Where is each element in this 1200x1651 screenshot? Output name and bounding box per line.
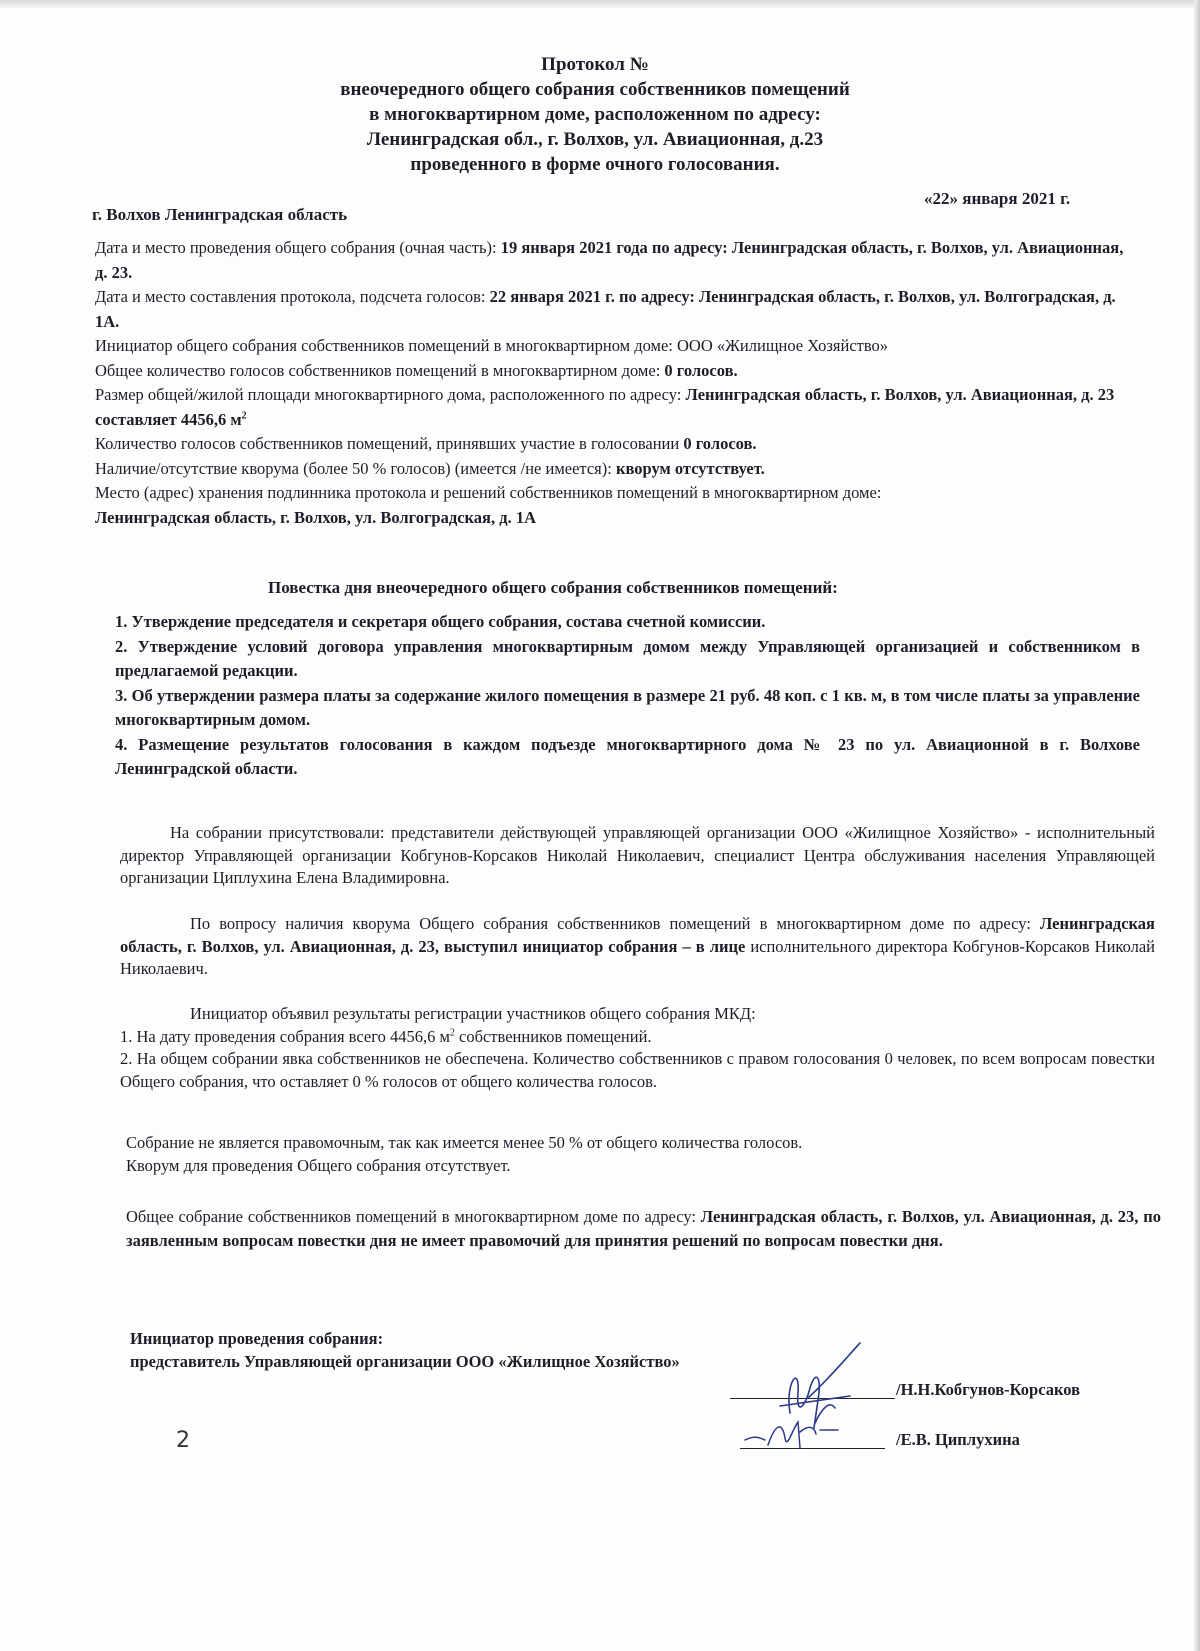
- final-start: Общее собрание собственников помещений в многоквартирном доме по адресу:: [126, 1207, 696, 1226]
- scan-edge: [1194, 0, 1200, 1651]
- info-participated: [95, 432, 1135, 457]
- info-label: Размер общей/жилой площади многоквартирного дома, расположенного по адресу:: [95, 385, 682, 404]
- unit-power: 2: [241, 410, 247, 421]
- quorum-text: [120, 913, 1155, 981]
- info-value: 19 января 2021 года по адресу: Ленинградская область, г. Волхов, ул. Авиационная, д. 23.: [95, 238, 1124, 282]
- info-label: Дата и место составления протокола, подсчета голосов:: [95, 287, 486, 306]
- signer-name: /Н.Н.Кобгунов-Корсаков: [896, 1380, 1081, 1399]
- quorum-start: По вопросу наличия кворума Общего собрания собственников помещений в многоквартирном доме по адресу:: [190, 914, 1031, 933]
- info-value: 0 голосов.: [664, 360, 738, 380]
- final-text: [126, 1205, 1161, 1253]
- info-area: [95, 383, 1135, 432]
- agenda-list: [115, 610, 1140, 782]
- info-value: Ленинградская область, г. Волхов, ул. Волгоградская, д. 1А: [95, 507, 536, 527]
- info-label: Общее количество голосов собственников помещений в многоквартирном доме:: [95, 360, 661, 380]
- conclusion-paragraph: [126, 1132, 1161, 1177]
- registration-paragraph: [120, 1003, 1155, 1093]
- signer-name: /Е.В. Циплухина: [896, 1430, 1020, 1449]
- info-label: Дата и место проведения общего собрания (очная часть):: [95, 238, 497, 257]
- final-paragraph: [126, 1205, 1161, 1253]
- conclusion-line: Собрание не является правомочным, так как имеется менее 50 % от общего количества голосов.: [126, 1133, 803, 1152]
- attendees-text: На собрании присутствовали: представители действующей управляющей организации ООО «Жилищное Хозяйство» - исполнительный директор Управляющей организации Кобгунов-Корсаков Николай Николаевич, специалист Центра обслуживания населения Управляющей организации Циплухина Елена Владимировна.: [120, 823, 1155, 887]
- registration-item-text: 1. На дату проведения собрания всего 4456,6 м: [120, 1026, 450, 1046]
- agenda-item: 4. Размещение результатов голосования в каждом подъезде многоквартирного дома № 23 по ул. Авиационной в г. Волхове Ленинградской области.: [115, 734, 1140, 778]
- quorum-bold: Ленинградская область, г. Волхов, ул. Авиационная, д. 23, выступил инициатор собрания – в лице: [120, 914, 1155, 956]
- info-label: Место (адрес) хранения подлинника протокола и решений собственников помещений в многоквартирном доме:: [95, 483, 882, 502]
- info-total-votes: [95, 359, 1135, 384]
- registration-intro: Инициатор объявил результаты регистрации участников общего собрания МКД:: [190, 1004, 756, 1023]
- agenda-item: 1. Утверждение председателя и секретаря общего собрания, состава счетной комиссии.: [115, 612, 766, 631]
- conclusion-line: Кворум для проведения Общего собрания отсутствует.: [126, 1155, 511, 1175]
- document-title: [300, 52, 890, 177]
- info-value: кворум отсутствует.: [615, 458, 765, 478]
- final-bold: Ленинградская область, г. Волхов, ул. Авиационная, д. 23, по заявленным вопросам повестки дня не имеет правомочий для принятия решений по вопросам повестки дня.: [126, 1207, 1162, 1250]
- signature-labels: [130, 1327, 680, 1373]
- document-place: г. Волхов Ленинградская область: [92, 205, 348, 224]
- info-label: Количество голосов собственников помещений, принявших участие в голосовании: [95, 434, 680, 453]
- handwritten-mark: 2: [176, 1428, 190, 1453]
- agenda-item: 3. Об утверждении размера платы за содержание жилого помещения в размере 21 руб. 48 коп. с 1 кв. м, в том числе платы за управление многоквартирным домом.: [115, 685, 1140, 729]
- agenda-title: Повестка дня внеочередного общего собрания собственников помещений:: [268, 578, 838, 597]
- agenda-item: 2. Утверждение условий договора управления многоквартирным домом между Управляющей организацией и собственником в предлагаемой редакции.: [115, 636, 1140, 680]
- registration-item: [120, 1026, 1155, 1049]
- handwritten-signature: [740, 1410, 870, 1455]
- info-initiator: Инициатор общего собрания собственников помещений в многоквартирном доме: ООО «Жилищное Хозяйство»: [95, 336, 889, 355]
- title-line: проведенного в форме очного голосования.: [410, 154, 780, 175]
- info-protocol: [95, 285, 1135, 334]
- attendees-paragraph: [120, 822, 1155, 890]
- info-storage: [95, 481, 1135, 530]
- info-value: 0 голосов.: [683, 434, 757, 453]
- title-line: Ленинградская обл., г. Волхов, ул. Авиационная, д.23: [366, 129, 824, 150]
- registration-item-text: собственников помещений.: [454, 1026, 652, 1046]
- signature-label: представитель Управляющей организации ООО «Жилищное Хозяйство»: [130, 1352, 680, 1371]
- quorum-end: исполнительного директора Кобгунов-Корсаков Николай Николаевич.: [120, 936, 1156, 978]
- info-quorum: [95, 457, 1135, 482]
- document-date: «22» января 2021 г.: [924, 189, 1071, 208]
- registration-item: 2. На общем собрании явка собственников не обеспечена. Количество собственников с правом голосования 0 человек, по всем вопросам повестки Общего собрания, что оставляет 0 % голосов от общего количества голосов.: [120, 1049, 1155, 1091]
- title-line: в многоквартирном доме, расположенном по адресу:: [369, 104, 821, 125]
- signature-label: Инициатор проведения собрания:: [130, 1329, 384, 1348]
- scan-edge: [0, 0, 1200, 8]
- info-label: Наличие/отсутствие кворума (более 50 % голосов) (имеется /не имеется):: [95, 458, 612, 478]
- title-line: Протокол №: [541, 54, 649, 75]
- unit-power: 2: [449, 1027, 455, 1038]
- info-value: 22 января 2021 г. по адресу: Ленинградская область, г. Волхов, ул. Волгоградская, д. 1А.: [95, 287, 1116, 331]
- info-meeting: [95, 236, 1135, 285]
- info-value: Ленинградская область, г. Волхов, ул. Авиационная, д. 23 составляет 4456,6 м: [95, 385, 1115, 429]
- title-line: внеочередного общего собрания собственников помещений: [340, 79, 850, 100]
- quorum-paragraph: [120, 913, 1155, 981]
- meeting-info: [95, 236, 1135, 530]
